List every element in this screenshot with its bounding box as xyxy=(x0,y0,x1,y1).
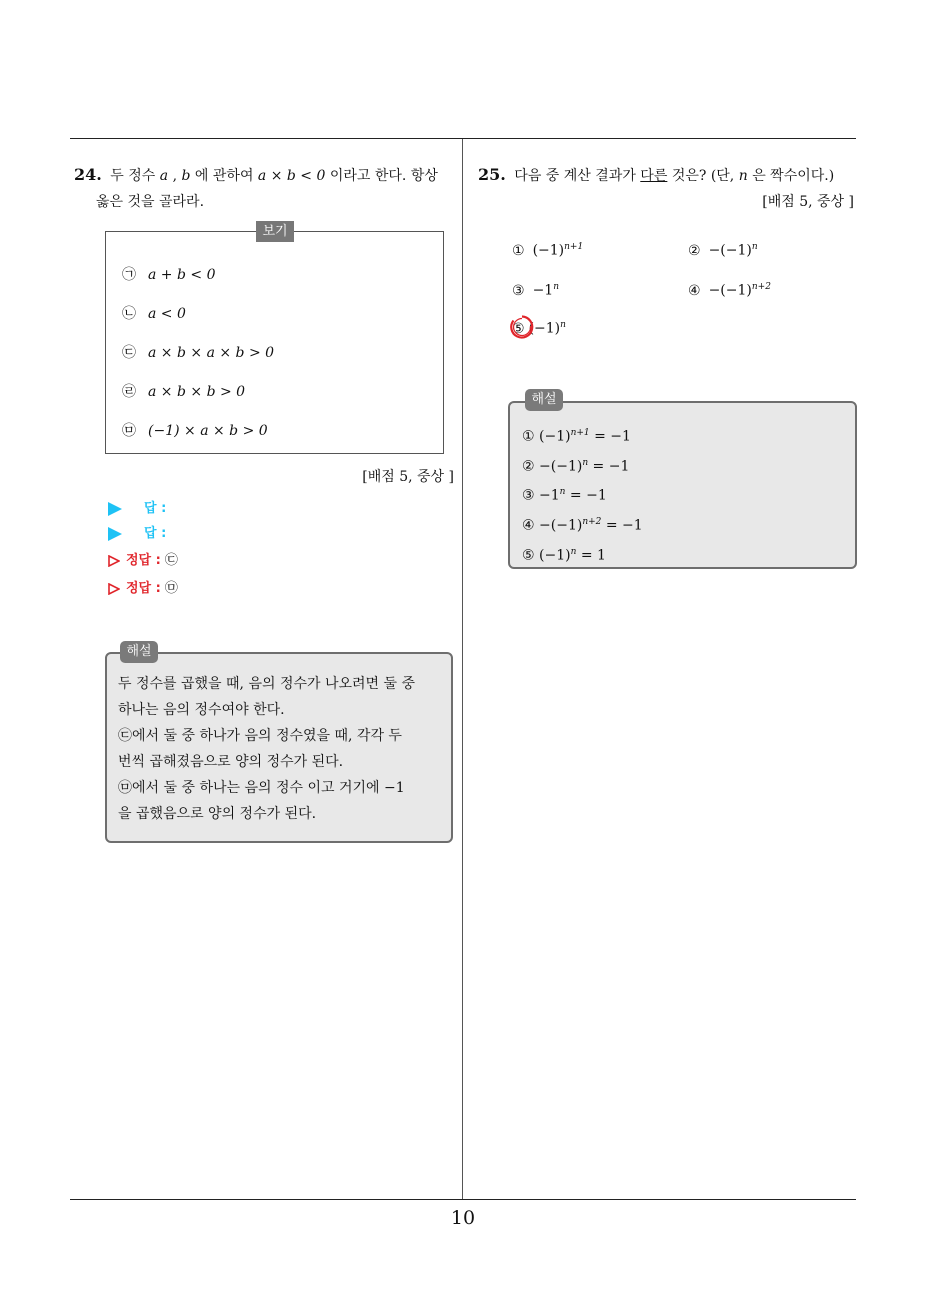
correct-answer-line xyxy=(108,549,178,568)
answer-label: 답 : xyxy=(144,501,167,516)
var-a: a xyxy=(159,168,169,184)
choice-mark: ④ xyxy=(688,282,701,299)
solution-exp: n xyxy=(582,457,589,468)
bogi-title: 보기 xyxy=(256,221,294,242)
bogi-mark: ㉡ xyxy=(122,306,136,322)
stem-text: 에 관하여 xyxy=(194,168,254,184)
solution-line xyxy=(522,509,842,539)
solution-line: 번씩 곱해졌음으로 양의 정수가 된다. xyxy=(118,754,344,770)
bogi-mark: ㉢ xyxy=(122,345,136,361)
question-number: 25. xyxy=(478,165,506,184)
solution-exp: n+2 xyxy=(582,516,602,527)
choice-base: −(−1) xyxy=(708,282,752,299)
choice-exp: n+1 xyxy=(564,242,584,252)
solution-text xyxy=(118,671,448,827)
solution-mark: ② xyxy=(522,458,535,475)
correct-answer-line xyxy=(108,577,178,596)
solution-mark: ① xyxy=(522,428,535,445)
stem-text: 옳은 것을 골라라. xyxy=(96,194,205,210)
outline-arrow-icon xyxy=(108,583,120,595)
solution-exp: n xyxy=(570,546,577,557)
solution-text xyxy=(522,420,842,568)
solution-line: 하나는 음의 정수여야 한다. xyxy=(118,702,285,718)
correct-value: ㉢ xyxy=(164,553,178,568)
solution-tag: 해설 xyxy=(525,389,563,411)
choice-mark: ③ xyxy=(512,282,525,299)
answer-label: 답 : xyxy=(144,526,167,541)
choice-base: −1 xyxy=(532,282,554,299)
choice-3[interactable] xyxy=(512,282,559,299)
solution-line: ㉤에서 둘 중 하나는 음의 정수 이고 거기에 −1 xyxy=(118,780,405,796)
stem-comma: , xyxy=(172,168,178,184)
condition-expr: a × b < 0 xyxy=(257,168,326,184)
stem-text: 것은? (단, xyxy=(671,168,735,184)
solution-mark: ④ xyxy=(522,517,535,534)
solution-exp: n+1 xyxy=(570,428,590,438)
choice-mark: ② xyxy=(688,242,701,259)
question-25-stem xyxy=(478,162,860,189)
bogi-mark: ㉠ xyxy=(122,267,136,283)
solution-result: = −1 xyxy=(588,458,630,475)
var-n: n xyxy=(738,168,748,184)
solution-line: 을 곱했음으로 양의 정수가 된다. xyxy=(118,806,317,822)
solution-result: = 1 xyxy=(576,547,606,564)
choice-exp: n xyxy=(751,242,758,252)
stem-text: 다음 중 계산 결과가 xyxy=(514,168,636,184)
solution-tag: 해설 xyxy=(120,641,158,663)
choice-2[interactable] xyxy=(688,242,758,259)
solution-result: = −1 xyxy=(589,428,631,445)
correct-label: 정답 : xyxy=(126,553,161,568)
solution-line xyxy=(522,539,842,569)
bogi-expr: a × b × b > 0 xyxy=(148,384,246,400)
choice-exp: n xyxy=(553,282,559,292)
var-b: b xyxy=(181,168,191,184)
play-arrow-icon xyxy=(108,527,122,541)
bogi-item xyxy=(122,264,215,284)
choice-base: (−1) xyxy=(528,320,561,337)
solution-line xyxy=(522,450,842,480)
stem-text: 은 짝수이다.) xyxy=(752,168,835,184)
solution-line xyxy=(522,479,842,509)
answer-line xyxy=(108,497,166,516)
bogi-expr: (−1) × a × b > 0 xyxy=(148,423,268,439)
answer-line xyxy=(108,522,166,541)
question-number: 24. xyxy=(74,165,102,184)
solution-line: 두 정수를 곱했을 때, 음의 정수가 나오려면 둘 중 xyxy=(118,676,416,692)
bogi-mark: ㉤ xyxy=(122,423,136,439)
stem-underlined: 다른 xyxy=(640,168,668,184)
choice-mark: ① xyxy=(512,242,525,259)
column-divider xyxy=(462,139,463,1200)
page-number: 10 xyxy=(450,1207,476,1229)
choice-exp: n xyxy=(560,320,566,330)
bottom-rule xyxy=(70,1199,856,1200)
solution-exp: n xyxy=(559,487,566,498)
choice-mark: ⑤ xyxy=(512,320,525,337)
solution-base: −1 xyxy=(539,487,560,504)
correct-label: 정답 : xyxy=(126,581,161,596)
choice-base: −(−1) xyxy=(708,242,752,259)
top-rule xyxy=(70,138,856,139)
stem-text: 이라고 한다. 항상 xyxy=(329,168,438,184)
bogi-mark: ㉣ xyxy=(122,384,136,400)
bogi-item xyxy=(122,342,274,362)
choice-1[interactable] xyxy=(512,242,583,259)
bogi-item xyxy=(122,420,268,440)
solution-base: −(−1) xyxy=(539,458,583,475)
solution-base: (−1) xyxy=(539,547,571,564)
bogi-item xyxy=(122,381,245,401)
solution-mark: ③ xyxy=(522,487,535,504)
solution-mark: ⑤ xyxy=(522,547,535,564)
correct-answer-circle-icon xyxy=(509,314,535,340)
solution-line: ㉢에서 둘 중 하나가 음의 정수였을 때, 각각 두 xyxy=(118,728,402,744)
solution-base: (−1) xyxy=(539,428,571,445)
score-label: [배점 5, 중상 ] xyxy=(762,194,854,210)
choice-exp: n+2 xyxy=(751,282,771,292)
solution-result: = −1 xyxy=(565,487,607,504)
score-label: [배점 5, 중상 ] xyxy=(362,469,454,485)
bogi-expr: a + b < 0 xyxy=(148,267,216,283)
choice-4[interactable] xyxy=(688,282,771,299)
solution-result: = −1 xyxy=(601,517,643,534)
play-arrow-icon xyxy=(108,502,122,516)
question-24-stem xyxy=(74,162,458,215)
bogi-expr: a < 0 xyxy=(148,306,186,322)
solution-base: −(−1) xyxy=(539,517,583,534)
stem-text: 두 정수 xyxy=(110,168,156,184)
choice-base: (−1) xyxy=(532,242,565,259)
bogi-expr: a × b × a × b > 0 xyxy=(148,345,275,361)
correct-value: ㉤ xyxy=(164,581,178,596)
solution-line xyxy=(522,420,842,450)
bogi-item xyxy=(122,303,186,323)
outline-arrow-icon xyxy=(108,555,120,567)
